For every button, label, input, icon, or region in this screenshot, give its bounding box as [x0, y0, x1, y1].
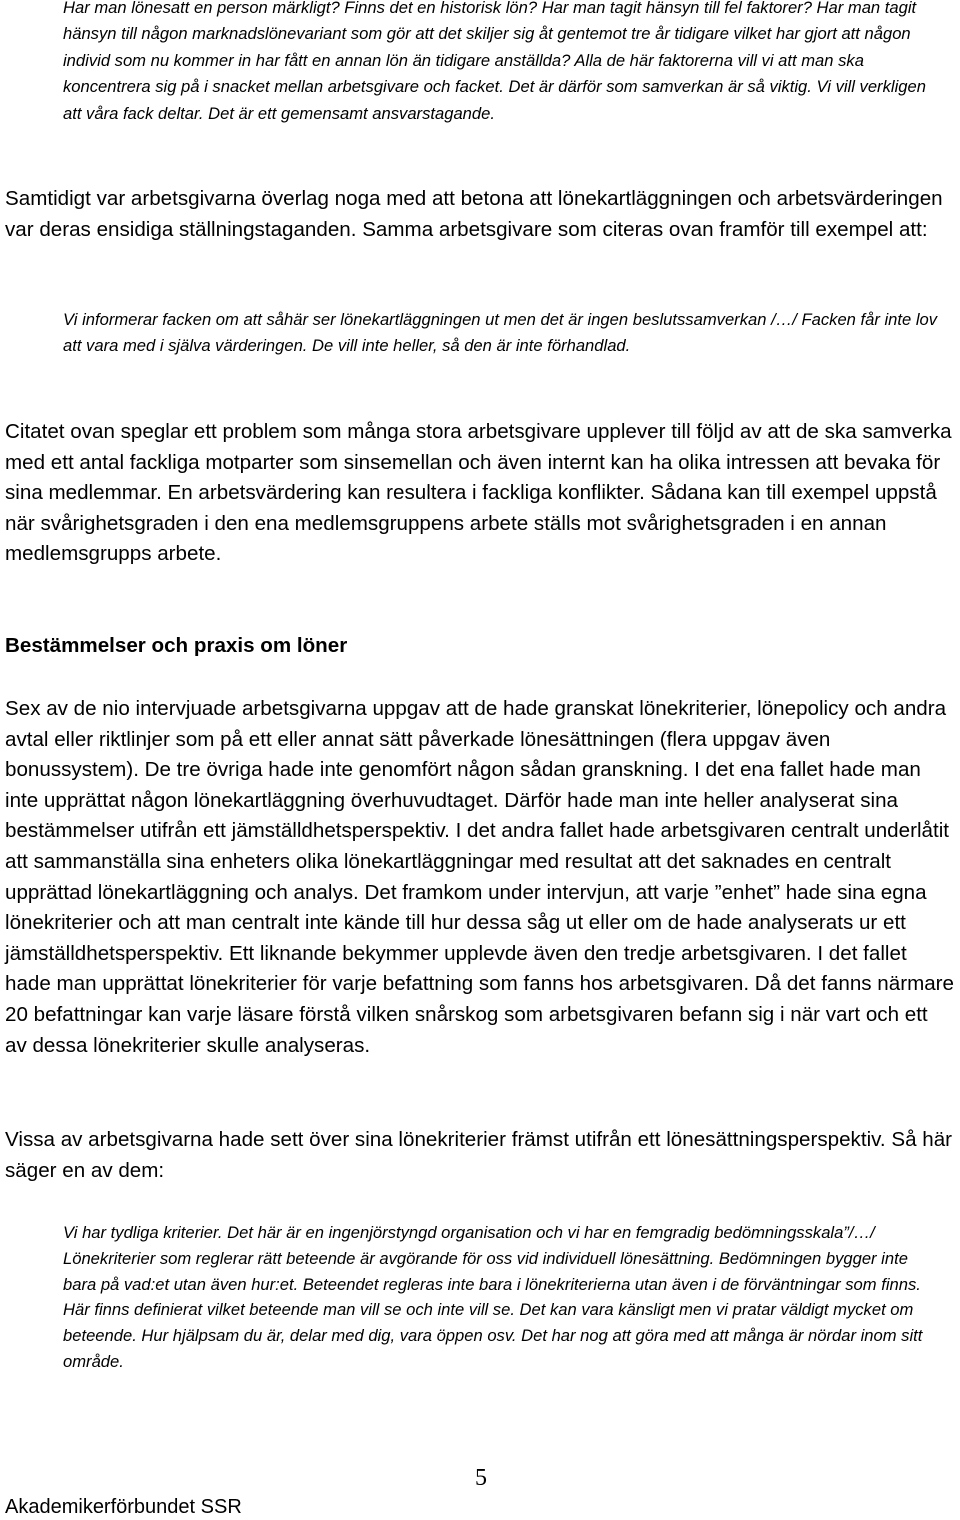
paragraph-quote-reflection: Citatet ovan speglar ett problem som många stora arbetsgivare upplever till följd av att de ska samverka med ett antal fackliga motparter som sinsemellan och även internt kan ha olika intressen att bevaka för sina medlemmar. En arbetsvärdering kan resultera i fackliga konflikter. Sådana kan till exempel uppstå när svårighetsgraden i den ena medlemsgruppens arbete ställs mot svårighetsgraden i en annan medlemsgrupps arbete.: [5, 420, 952, 566]
page-number: 5: [475, 1465, 487, 1491]
footer-organization: Akademikerförbundet SSR: [5, 1496, 242, 1518]
paragraph-regulations-practice: Sex av de nio intervjuade arbetsgivarna uppgav att de hade granskat lönekriterier, lönepolicy och andra avtal eller riktlinjer som på ett eller annat sätt påverkade lönesättningen (flera uppgav även bonussystem). De tre övriga hade inte genomfört någon sådan granskning. I det ena fallet hade man inte upprättat någon lönekartläggning överhuvudtaget. Därför hade man inte heller analyserat sina bestämmelser utifrån ett jämställdhetsperspektiv. I det andra fallet hade arbetsgivaren centralt underlåtit att sammanställa sina enheters olika lönekartläggningar med resultat att det saknades en centralt upprättad lönekartläggning och analys. Det framkom under intervjun, att varje ”enhet” hade sina egna lönekriterier och att man centralt inte kände till hur dessa såg ut eller om de hade analyserats ur ett jämställdhetsperspektiv. Ett liknande bekymmer upplevde även den tredje arbetsgivaren. I det fallet hade man upprättat lönekriterier för varje befattning som fanns hos arbetsgivaren. Då det fanns närmare 20 befattningar kan varje läsare förstå vilken snårskog som arbetsgivaren befann sig i när vart och ett av dessa lönekriterier skulle analyseras.: [5, 697, 954, 1057]
paragraph-salary-criteria: Vissa av arbetsgivarna hade sett över sina lönekriterier främst utifrån ett lönesättningsperspektiv. Så här säger en av dem:: [5, 1128, 953, 1182]
section-heading: Bestämmelser och praxis om löner: [5, 634, 348, 657]
block-quote-top: Har man lönesatt en person märkligt? Finns det en historisk lön? Har man tagit hänsyn till fel faktorer? Har man tagit hänsyn till någon marknadslönevariant som gör att det skiljer sig åt gentemot tre år tidigare vilket har gjort att någon individ som nu kommer in har fått en annan lön än tidigare anställda? Alla de här faktorerna vill vi att man ska koncentrera sig på i snacket mellan arbetsgivare och facket. Det är därför som samverkan är så viktig. Vi vill verkligen att våra fack deltar. Det är ett gemensamt ansvarstagande.: [63, 0, 926, 123]
block-quote-informing-unions: Vi informerar facken om att såhär ser lönekartläggningen ut men det är ingen beslutssamverkan /…/ Facken får inte lov att vara med i själva värderingen. De vill inte heller, så den är inte förhandlad.: [63, 310, 938, 355]
paragraph-employers-emphasis: Samtidigt var arbetsgivarna överlag noga med att betona att lönekartläggningen och arbetsvärderingen var deras ensidiga ställningstaganden. Samma arbetsgivare som citeras ovan framför till exempel att:: [5, 187, 943, 241]
block-quote-clear-criteria: Vi har tydliga kriterier. Det här är en ingenjörstyngd organisation och vi har en femgradig bedömningsskala”/…/ Lönekriterier som reglerar rätt beteende är avgörande för oss vid individuell lönesättning. Bedömningen bygger inte bara på vad:et utan även hur:et. Beteendet regleras inte bara i lönekriterierna utan även i de förväntningar som finns. Här finns definierat vilket beteende man vill se och inte vill se. Det kan vara känsligt men vi pratar väldigt mycket om beteende. Hur hjälpsam du är, delar med dig, vara öppen osv. Det har nog att göra med att många är nördar inom sitt område.: [63, 1223, 923, 1371]
